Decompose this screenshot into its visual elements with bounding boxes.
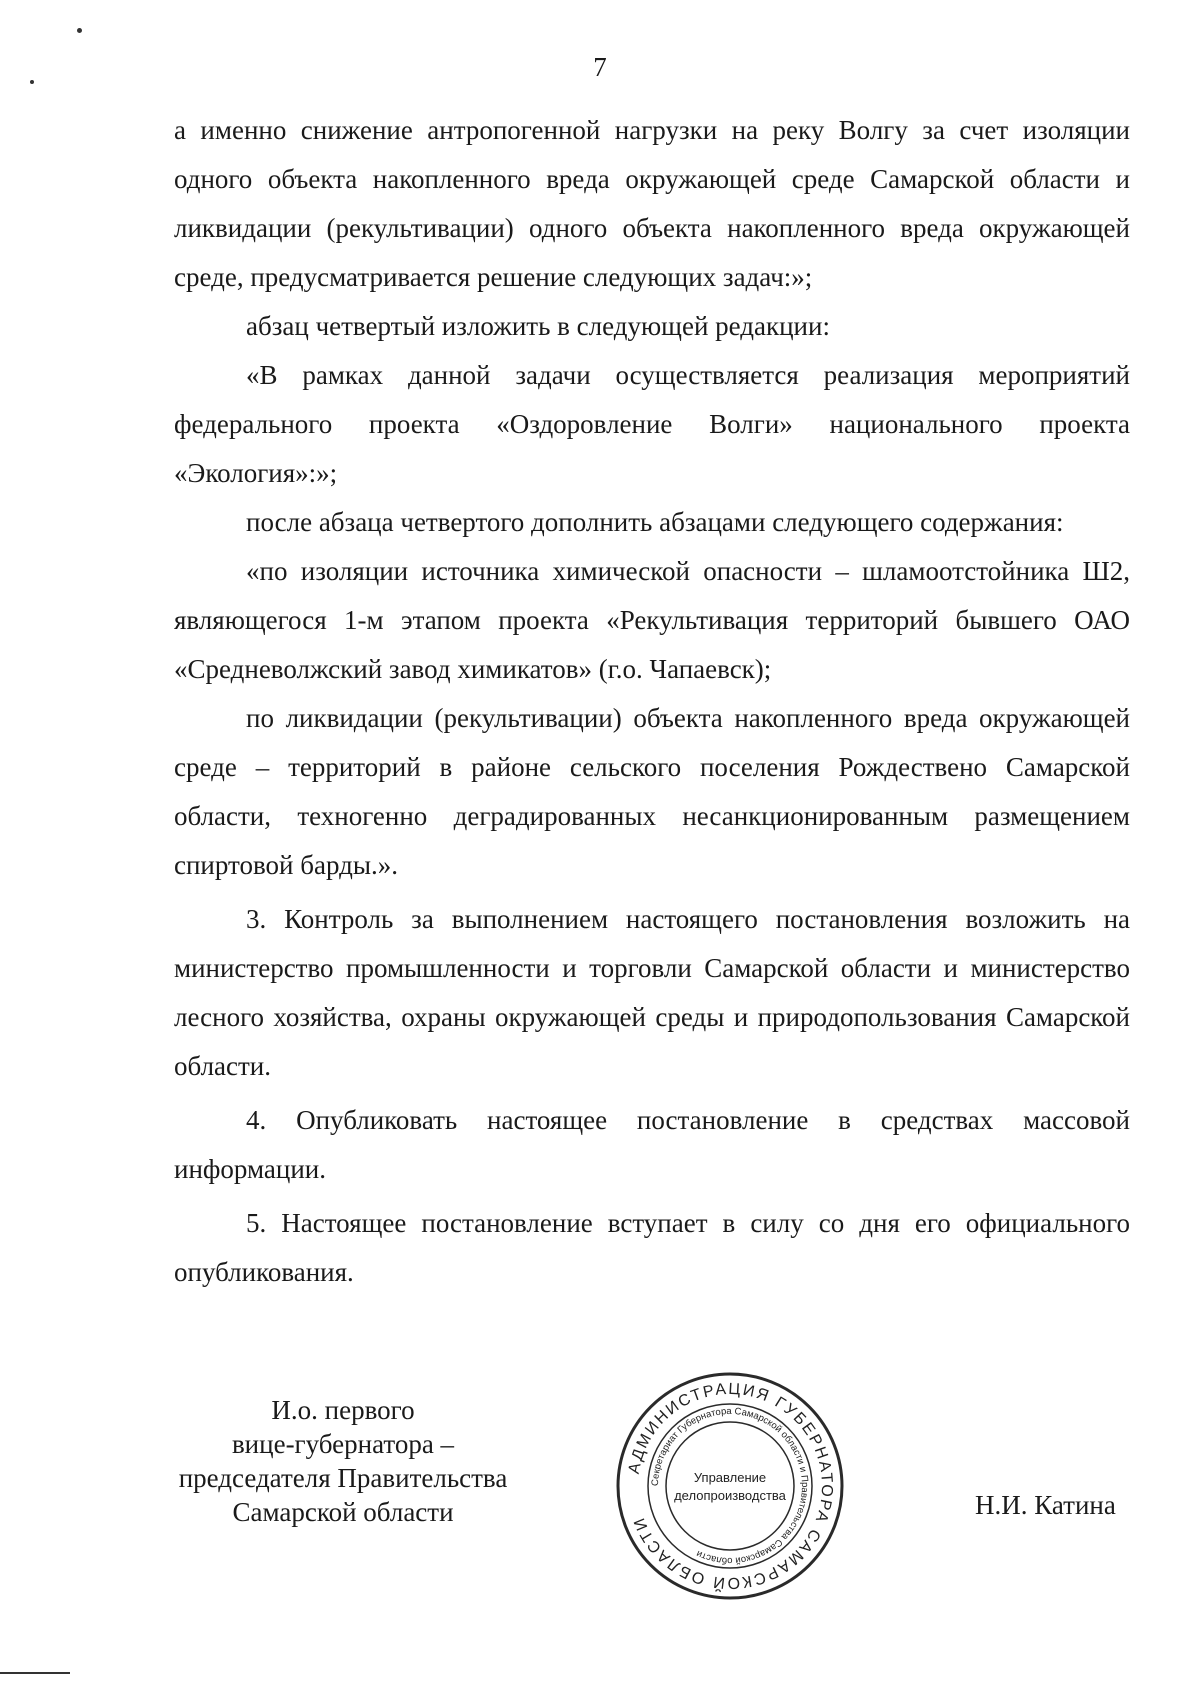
paragraph-effective: 5. Настоящее постановление вступает в силу со дня его официального опубликования. bbox=[174, 1208, 1130, 1287]
paragraph-quote-task: «В рамках данной задачи осуществляется реализация мероприятий федерального проекта «Оздоровление Волги» национального проекта «Экология»:»; bbox=[174, 360, 1130, 488]
paragraph-liquidation: по ликвидации (рекультивации) объекта накопленного вреда окружающей среде – территорий в районе сельского поселения Рождествено Самарской области, техногенно деградированных несанкционированным размещением спиртовой барды.». bbox=[174, 703, 1130, 880]
stamp-center-line: Управление bbox=[693, 1470, 767, 1485]
paragraph-continuation: а именно снижение антропогенной нагрузки на реку Волгу за счет изоляции одного объекта накопленного вреда окружающей среде Самарской области и ликвидации (рекультивации) одного объекта накопленного вреда окружающей среде, предусматривается решение следующих задач:»; bbox=[174, 115, 1130, 292]
signatory-title-line: вице-губернатора – bbox=[231, 1429, 455, 1459]
signatory-name: Н.И. Катина bbox=[975, 1490, 1116, 1520]
scan-speck bbox=[30, 80, 34, 84]
scan-speck bbox=[77, 28, 82, 33]
stamp-inner-border bbox=[666, 1422, 794, 1550]
stamp-outer-text: АДМИНИСТРАЦИЯ ГУБЕРНАТОРА САМАРСКОЙ ОБЛАСТИ bbox=[625, 1380, 836, 1592]
signatory-title-line: Самарской области bbox=[232, 1497, 454, 1527]
paragraph-quote-isolation: «по изоляции источника химической опасности – шламоотстойника Ш2, являющегося 1-м этапом проекта «Рекультивация территорий бывшего ОАО «Средневолжский завод химикатов» (г.о. Чапаевск); bbox=[174, 556, 1130, 684]
page-number: 7 bbox=[593, 52, 607, 82]
stamp-center-line: делопроизводства bbox=[674, 1488, 786, 1503]
official-stamp bbox=[614, 1370, 846, 1602]
paragraph-publish: 4. Опубликовать настоящее постановление в средствах массовой информации. bbox=[174, 1105, 1130, 1184]
signatory-title-line: И.о. первого bbox=[271, 1395, 415, 1425]
paragraph-instruction: абзац четвертый изложить в следующей редакции: bbox=[246, 311, 830, 341]
scan-edge-line bbox=[0, 1672, 70, 1674]
signatory-title-line: председателя Правительства bbox=[178, 1463, 508, 1493]
stamp-inner-text: Секретариат Губернатора Самарской области и Правительства Самарской области bbox=[649, 1405, 811, 1567]
paragraph-control: 3. Контроль за выполнением настоящего постановления возложить на министерство промышленности и торговли Самарской области и министерство лесного хозяйства, охраны окружающей среды и природопользования Самарской области. bbox=[174, 904, 1130, 1081]
paragraph-instruction-add: после абзаца четвертого дополнить абзацами следующего содержания: bbox=[246, 507, 1064, 537]
stamp-middle-border bbox=[648, 1404, 812, 1568]
document-body bbox=[174, 106, 1130, 1297]
signatory-title bbox=[168, 1393, 518, 1529]
